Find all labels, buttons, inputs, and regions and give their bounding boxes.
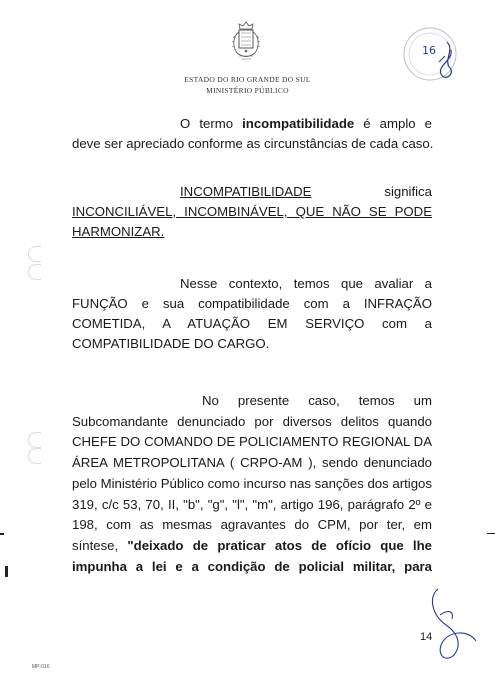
punch-hole — [28, 264, 41, 280]
text-line: No presente caso, temos um — [202, 393, 432, 408]
header-state-name: ESTADO DO RIO GRANDE DO SUL — [184, 75, 311, 84]
text-line: FUNÇÃO e sua compatibilidade com a INFRAÇÃO — [72, 296, 432, 311]
text-line: Subcomandante denunciado por diversos delitos quando — [72, 413, 432, 429]
text-line: pelo Ministério Público como incurso nas sanções dos artigos — [72, 475, 432, 491]
paragraph-context — [72, 274, 432, 354]
text-line: 198, com as mesmas agravantes do CPM, por ter, em — [72, 517, 432, 533]
text-line: CHEFE DO COMANDO DE POLICIAMENTO REGIONAL DA — [72, 434, 432, 450]
page-stamp — [395, 20, 475, 90]
margin-mark — [0, 533, 4, 535]
underlined-term: INCOMPATIBILIDADE — [180, 184, 312, 199]
text-span: O termo — [180, 116, 243, 131]
initials-signature — [418, 585, 480, 665]
punch-hole — [28, 246, 41, 262]
punch-hole — [28, 432, 41, 448]
text-span: é amplo e — [354, 116, 432, 131]
bold-term: incompatibilidade — [242, 116, 355, 131]
text-line — [72, 114, 432, 134]
coat-of-arms-icon — [229, 20, 263, 66]
text-span: síntese, — [72, 537, 128, 553]
stamp-number: 16 — [422, 44, 436, 57]
text-line: 319, c/c 53, 70, II, "b", "g", "l", "m", artigo 196, parágrafo 2º e — [72, 496, 432, 512]
text-line: deve ser apreciado conforme as circunstâncias de cada caso. — [72, 136, 434, 151]
margin-mark — [487, 533, 495, 534]
margin-mark — [5, 566, 8, 577]
paragraph-definition — [72, 182, 432, 242]
text-span: significa — [384, 184, 432, 199]
text-line — [72, 536, 432, 557]
text-line — [72, 182, 432, 202]
paragraph-case — [72, 391, 432, 577]
paragraph-incompatibilidade — [72, 114, 432, 154]
bold-quote: "deixado de praticar atos de ofício que lhe — [127, 537, 432, 553]
header-institution-name: MINISTÉRIO PÚBLICO — [206, 86, 289, 95]
text-line: COMETIDA, A ATUAÇÃO EM SERVIÇO com a — [72, 316, 432, 331]
text-line: Nesse contexto, temos que avaliar a — [180, 276, 432, 291]
text-line: impunha a lei e a condição de policial militar, para — [72, 558, 432, 574]
punch-hole — [28, 448, 41, 464]
text-line: ÁREA METROPOLITANA ( CRPO-AM ), sendo denunciado — [72, 455, 432, 471]
text-line: INCONCILIÁVEL, INCOMBINÁVEL, QUE NÃO SE PODE — [72, 204, 432, 219]
form-code: MP-016 — [32, 664, 50, 670]
page-number: 14 — [420, 631, 433, 643]
text-line: COMPATIBILIDADE DO CARGO. — [72, 336, 270, 351]
text-line: HARMONIZAR. — [72, 224, 165, 239]
